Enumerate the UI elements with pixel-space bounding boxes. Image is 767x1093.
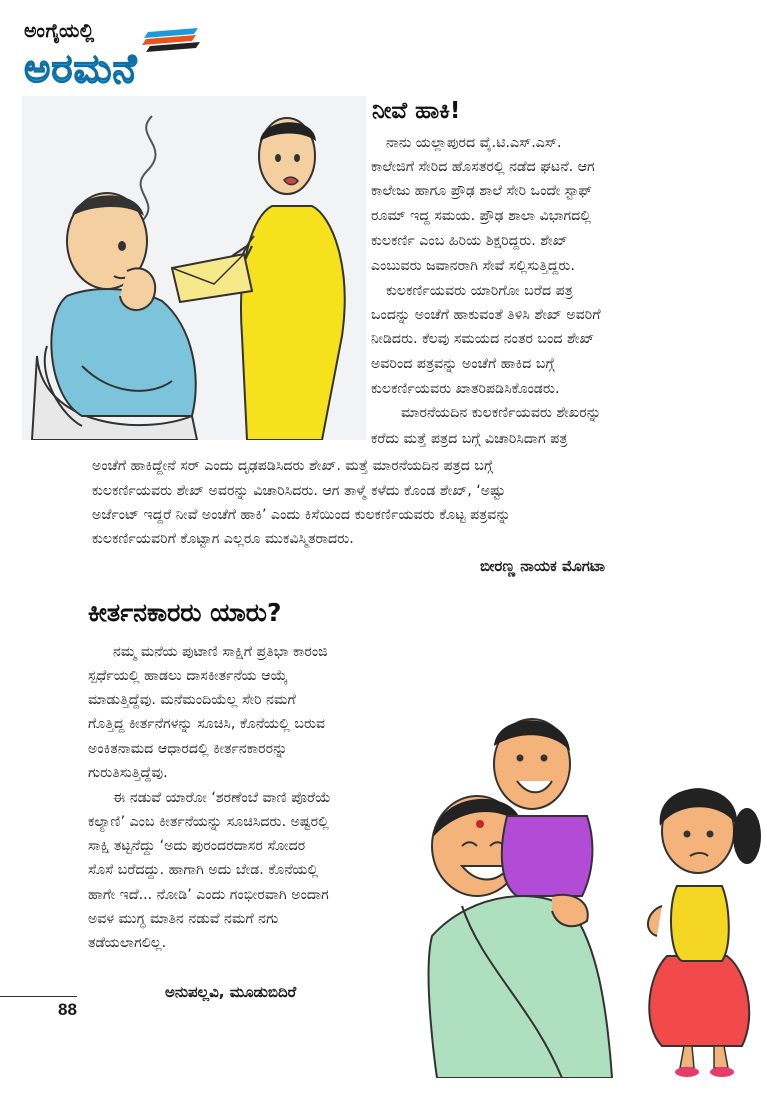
- story2-line: ಸೊಸೆ ಬರೆದದ್ದು. ಹಾಗಾಗಿ ಅದು ಬೇಡ. ಕೊನೆಯಲ್ಲಿ: [88, 862, 319, 878]
- masthead-line2: [24, 46, 137, 92]
- story1-line: ಕುಲಕರ್ಣಿಯವರಿಗೆ ಕೊಟ್ಟಾಗ ಎಲ್ಲರೂ ಮುಕವಿಸ್ಮಿತರಾದರು.: [92, 531, 354, 547]
- story2-line: ಹಾಗೇ ಇದೆ... ನೋಡಿ’ ಎಂದು ಗಂಭೀರವಾಗಿ ಅಂದಾಗ: [88, 887, 329, 903]
- masthead-stripes-icon: [142, 26, 202, 52]
- story1-line: ಅರ್ಜೆಂಟ್ ಇದ್ದರೆ ನೀವೆ ಅಂಚೆಗೆ ಹಾಕಿ’ ಎಂದು ಕಿಸೆಯಿಂದ ಕುಲಕರ್ಣಿಯವರು ಕೊಟ್ಟ ಪತ್ರವನ್ನು: [92, 507, 511, 523]
- masthead-wordmark: ಅರಮನೆ: [24, 46, 138, 92]
- story2-line: ಈ ನಡುವೆ ಯಾರೋ ‘ಶರಣೆಂಬೆ ವಾಣಿ ಪೊರೆಯೆ: [113, 790, 331, 806]
- story2-line: ನಮ್ಮ ಮನೆಯ ಪುಟಾಣಿ ಸಾಕ್ಷಿಗೆ ಪ್ರತಿಭಾ ಕಾರಂಜಿ: [113, 644, 328, 660]
- footer-rule: [0, 996, 77, 997]
- cartoon-illustration-family: [422, 706, 767, 1078]
- story1-title: ನೀವೆ ಹಾಕಿ!: [372, 98, 461, 124]
- story2-line: ಮಾಡುತ್ತಿದ್ದೆವು. ಮನೆಮಂದಿಯೆಲ್ಲ ಸೇರಿ ನಮಗೆ: [88, 692, 296, 708]
- story1-line: ಕುಲಕರ್ಣಿಯವರು ಖಾತರಿಪಡಿಸಿಕೊಂಡರು.: [371, 381, 560, 397]
- story1-byline: ಬೀರಣ್ಣ ನಾಯಕ ಮೊಗಟಾ: [480, 557, 606, 575]
- story1-line: ಮಾರನೆಯದಿನ ಕುಲಕರ್ಣಿಯವರು ಶೇಖರನ್ನು: [401, 405, 602, 421]
- masthead-line1: ಅಂಗೈಯಲ್ಲಿ: [24, 20, 95, 42]
- story1-line: ಕಾಲೇಜಿಗೆ ಸೇರಿದ ಹೊಸತರಲ್ಲಿ ನಡೆದ ಘಟನೆ. ಆಗ: [371, 159, 595, 175]
- story2-line: ಸ್ಪರ್ಧೆಯಲ್ಲಿ ಹಾಡಲು ದಾಸಕೀರ್ತನೆಯ ಆಯ್ಕೆ: [88, 668, 288, 684]
- story1-line: ಅಂಚೆಗೆ ಹಾಕಿದ್ದೇನೆ ಸರ್ ಎಂದು ದೃಢಪಡಿಸಿದರು ಶೇಖ್. ಮತ್ತೆ ಮಾರನೆಯದಿನ ಪತ್ರದ ಬಗ್ಗೆ: [92, 458, 494, 474]
- story1-line: ನಾನು ಯಲ್ಲಾಪುರದ ವೈ.ಟಿ.ಎಸ್.ಎಸ್.: [386, 135, 562, 151]
- story1-line: ಅವರಿಂದ ಪತ್ರವನ್ನು ಅಂಚೆಗೆ ಹಾಕಿದ ಬಗ್ಗೆ: [371, 356, 555, 372]
- story2-line: ಅವಳ ಮುಗ್ಧ ಮಾತಿನ ನಡುವೆ ನಮಗೆ ನಗು: [88, 911, 279, 927]
- story1-line: ಎಂಬುವರು ಜವಾನರಾಗಿ ಸೇವೆ ಸಲ್ಲಿಸುತ್ತಿದ್ದರು.: [371, 258, 575, 274]
- story2-byline: ಅನುಪಲ್ಲವಿ, ಮೂಡುಬಿದಿರೆ: [165, 983, 297, 1001]
- story1-line: ಕಾಲೇಜು ಹಾಗೂ ಪ್ರೌಢ ಶಾಲೆ ಸೇರಿ ಒಂದೇ ಸ್ಟಾಫ್: [371, 183, 593, 199]
- story2-line: ತಡೆಯಲಾಗಲಿಲ್ಲ.: [88, 935, 167, 951]
- story2-title: ಕೀರ್ತನಕಾರರು ಯಾರು?: [88, 598, 282, 627]
- cartoon-illustration-office: [22, 96, 366, 440]
- story2-line: ಗೊತ್ತಿದ್ದ ಕೀರ್ತನೆಗಳನ್ನು ಸೂಚಿಸಿ, ಕೊನೆಯಲ್ಲಿ ಬರುವ: [88, 716, 326, 732]
- story1-line: ಕರೆದು ಮತ್ತೆ ಪತ್ರದ ಬಗ್ಗೆ ವಿಚಾರಿಸಿದಾಗ ಪತ್ರ: [371, 431, 568, 447]
- story1-line: ಕುಲಕರ್ಣಿಯವರು ಶೇಖ್ ಅವರನ್ನು ವಿಚಾರಿಸಿದರು. ಆಗ ತಾಳ್ಮೆ ಕಳೆದು ಕೊಂಡ ಶೇಖ್, ‘ಅಷ್ಟು: [92, 483, 506, 499]
- page-number: 88: [58, 1000, 77, 1019]
- story2-line: ಕಲ್ಯಾಣಿ’ ಎಂಬ ಕೀರ್ತನೆಯನ್ನು ಸೂಚಿಸಿದರು. ಅಷ್ಟರಲ್ಲಿ: [88, 814, 329, 830]
- story1-line: ಕುಲಕರ್ಣಿಯವರು ಯಾರಿಗೋ ಬರೆದ ಪತ್ರ: [386, 283, 573, 299]
- story1-line: ಒಂದನ್ನು ಅಂಚೆಗೆ ಹಾಕುವಂತೆ ತಿಳಿಸಿ ಶೇಖ್ ಅವರಿಗೆ: [371, 307, 601, 323]
- story1-line: ನೀಡಿದರು. ಕೆಲವು ಸಮಯದ ನಂತರ ಬಂದ ಶೇಖ್: [371, 331, 595, 347]
- story2-line: ಅಂಕಿತನಾಮದ ಆಧಾರದಲ್ಲಿ ಕೀರ್ತನಕಾರರನ್ನು: [88, 741, 288, 757]
- story2-line: ಸಾಕ್ಷಿ ತಟ್ಟನೆದ್ದು ‘ಅದು ಪುರಂದರದಾಸರ ಸೋದರ: [88, 838, 306, 854]
- story1-line: ಕುಲಕರ್ಣಿ ಎಂಬ ಹಿರಿಯ ಶಿಕ್ಷರಿದ್ದರು. ಶೇಖ್: [371, 233, 568, 249]
- masthead-logo: [24, 18, 204, 98]
- story1-line: ರೂಮ್ ಇದ್ದ ಸಮಯ. ಪ್ರೌಢ ಶಾಲಾ ವಿಭಾಗದಲ್ಲಿ: [371, 208, 592, 224]
- story2-line: ಗುರುತಿಸುತ್ತಿದ್ದೆವು.: [88, 765, 168, 781]
